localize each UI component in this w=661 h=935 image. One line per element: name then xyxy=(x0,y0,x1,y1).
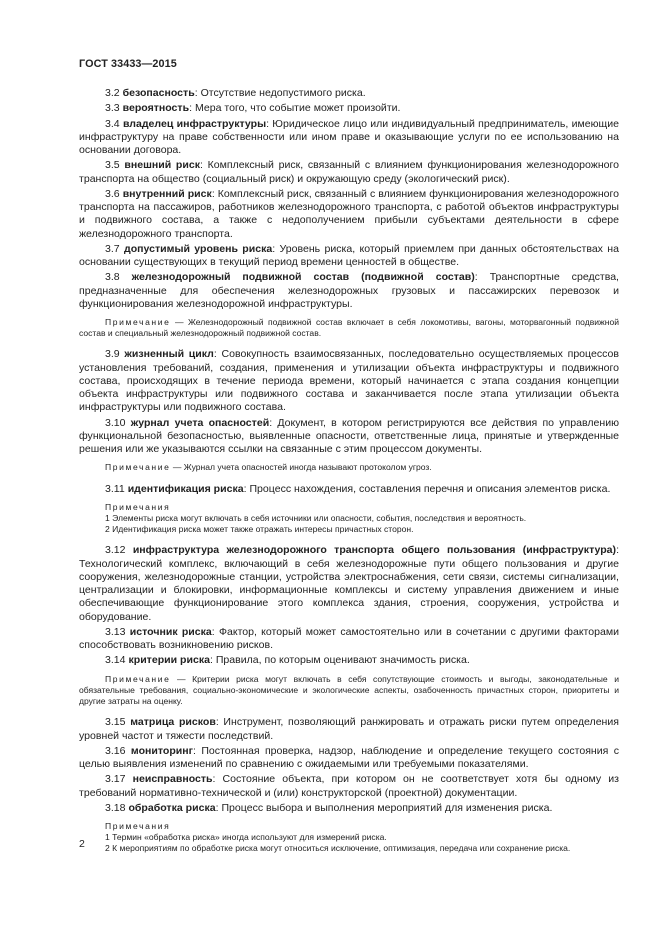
definition-number: 3.2 xyxy=(105,87,120,99)
definition-text: : Правила, по которым оценивают значимость риска. xyxy=(209,654,470,667)
note-heading: Примечания xyxy=(105,501,171,512)
definition-3-10 xyxy=(79,417,619,457)
note-text: Железнодорожный подвижной состав включает в себя локомотивы, вагоны, моторвагонный подвижной состав и специальный железнодорожный подвижной состав. xyxy=(79,317,619,339)
definition-term: неисправность xyxy=(132,773,213,786)
definition-number: 3.7 xyxy=(105,242,120,255)
definition-text: : Комплексный риск, связанный с влиянием функционирования железнодорожного транспорта на пассажиров, работников железнодорожного транспорта, с работой объектов инфраструктуры и подвижного состава, а также с недополучением прибыли субъектами деятельности в сфере железнодорожного транспорта. xyxy=(79,187,620,240)
definition-text: : Фактор, который может самостоятельно или в сочетании с другими факторами способствовать возникновению рисков. xyxy=(79,625,620,652)
note-separator: — xyxy=(170,673,193,684)
definition-number: 3.9 xyxy=(105,348,120,361)
definition-3-11 xyxy=(79,483,619,496)
note-paragraph xyxy=(79,462,619,473)
definition-3-15 xyxy=(79,716,619,743)
definition-text: : Состояние объекта, при котором он не соответствует хотя бы одному из требований нормативно-технической и (или) конструкторской (проектной) документации. xyxy=(79,773,619,799)
definition-3-13 xyxy=(79,626,619,653)
definition-text: : Процесс нахождения, составления перечня и описания элементов риска. xyxy=(243,482,611,495)
definition-term: железнодорожный подвижной состав (подвижной состав) xyxy=(131,271,475,284)
definition-term: критерии риска xyxy=(128,654,210,667)
note-separator: — xyxy=(170,462,184,473)
definition-number: 3.16 xyxy=(105,744,126,757)
definition-3-17 xyxy=(79,773,619,800)
note-item: 2 Идентификация риска может также отражать интересы причастных сторон. xyxy=(105,524,414,535)
notes-3-11 xyxy=(79,502,619,536)
definition-text: : Инструмент, позволяющий ранжировать и отражать риски путем определения уровней частот и тяжести последствий. xyxy=(79,716,619,742)
note-heading: Примечания xyxy=(105,821,171,832)
definition-3-9 xyxy=(79,348,619,414)
definition-term: внешний риск xyxy=(124,159,200,172)
definition-term: жизненный цикл xyxy=(124,348,214,361)
note-separator: — xyxy=(170,317,188,327)
note-text: Критерии риска могут включать в себя сопутствующие стоимость и выгоды, законодательные и обязательные требования, социально-экономические и экологические аспекты, озабоченность причастных сторон, приоритеты и другие затраты на оценку. xyxy=(79,673,619,707)
definition-text: : Мера того, что событие может произойти. xyxy=(189,102,401,115)
definition-text: : Процесс выбора и выполнения мероприятий для изменения риска. xyxy=(215,801,553,814)
definition-term: допустимый уровень риска xyxy=(124,242,273,255)
note-text: Журнал учета опасностей иногда называют протоколом угроз. xyxy=(183,462,432,473)
definition-term: безопасность xyxy=(122,87,195,99)
definition-3-14 xyxy=(79,654,619,667)
definition-text: : Технологический комплекс, включающий в себя железнодорожные пути общего пользования и другие сооружения, железнодорожные станции, устройства электроснабжения, сети связи, системы сигнализации, централизации и блокировки, информационные комплексы и систему управления движением и иные обеспечивающие функционирование этого комплекса здания, строения, сооружения, устройства и оборудование. xyxy=(79,544,619,623)
definition-text: : Юридическое лицо или индивидуальный предприниматель, имеющие инфраструктуру на праве собственности или ином праве и оказывающие услуги по ее использованию на основании договора. xyxy=(79,117,619,156)
definition-term: обработка риска xyxy=(128,801,216,814)
definition-number: 3.13 xyxy=(105,625,126,638)
definition-number: 3.18 xyxy=(105,801,126,814)
definition-number: 3.4 xyxy=(105,117,120,130)
note-item: 1 Элементы риска могут включать в себя источники или опасности, события, последствия и вероятность. xyxy=(105,513,527,524)
definition-text: : Совокупность взаимосвязанных, последовательно осуществляемых процессов установления требований, создания, применения и утилизации объекта инфраструктуры и подвижного состава, происходящих в течение периода времени, который начинается с этапа создания концепции объекта инфраструктуры или подвижного состава и заканчивается после этапа утилизации объекта инфраструктуры или подвижного состава. xyxy=(79,348,619,414)
definition-term: источник риска xyxy=(129,625,212,638)
page-number: 2 xyxy=(79,838,85,850)
definition-text: : Документ, в котором регистрируются все действия по управлению функциональной безопасностью, выявленные опасности, ответственные лица, принятые и утвержденные решения или же указываются ссылки на связанные с этим процессом документы. xyxy=(79,416,620,456)
definition-3-7 xyxy=(79,243,619,270)
definition-term: журнал учета опасностей xyxy=(130,416,270,429)
definition-term: матрица рисков xyxy=(130,716,216,729)
definition-text: : Отсутствие недопустимого риска. xyxy=(194,87,366,99)
definition-number: 3.17 xyxy=(105,773,126,786)
note-heading: Примечание xyxy=(105,317,171,327)
definition-number: 3.10 xyxy=(105,416,126,429)
document-body xyxy=(79,87,619,855)
definition-text: : Постоянная проверка, надзор, наблюдение и определение текущего состояния с целью выявления изменений по сравнению с ожидаемыми или требуемыми показателями. xyxy=(79,744,619,771)
definition-number: 3.12 xyxy=(105,544,126,557)
definition-number: 3.15 xyxy=(105,716,126,729)
definition-term: инфраструктура железнодорожного транспорта общего пользования (инфраструктура) xyxy=(132,544,617,557)
note-3-8 xyxy=(79,317,619,339)
definition-number: 3.6 xyxy=(105,187,120,200)
notes-3-18 xyxy=(79,821,619,855)
note-3-14 xyxy=(79,674,619,708)
note-item: 2 К мероприятиям по обработке риска могут относиться исключение, оптимизация, передача или сохранение риска. xyxy=(105,843,571,854)
definition-3-6 xyxy=(79,188,619,241)
definition-text: : Уровень риска, который приемлем при данных обстоятельствах на основании существующих в текущий период времени ценностей в обществе. xyxy=(79,242,619,268)
definition-term: внутренний риск xyxy=(122,187,212,200)
notes-heading-paragraph xyxy=(79,821,619,832)
definition-term: владелец инфраструктуры xyxy=(122,117,267,130)
definition-3-2 xyxy=(79,87,619,100)
note-heading: Примечание xyxy=(105,462,171,473)
definition-term: мониторинг xyxy=(130,744,194,757)
definition-3-16 xyxy=(79,745,619,772)
definition-text: : Комплексный риск, связанный с влиянием функционирования железнодорожного транспорта на общество (социальный риск) и окружающую среду (экологический риск). xyxy=(79,159,619,185)
definition-term: идентификация риска xyxy=(127,482,244,495)
notes-heading-paragraph xyxy=(79,502,619,513)
note-item: 1 Термин «обработка риска» иногда используют для измерений риска. xyxy=(105,832,387,843)
definition-number: 3.3 xyxy=(105,102,120,115)
definition-3-12 xyxy=(79,544,619,624)
definition-3-18 xyxy=(79,802,619,815)
definition-number: 3.14 xyxy=(105,654,126,667)
definition-3-4 xyxy=(79,118,619,158)
note-paragraph xyxy=(79,674,619,708)
note-paragraph xyxy=(79,317,619,339)
definition-term: вероятность xyxy=(122,102,190,115)
note-3-10 xyxy=(79,462,619,473)
note-heading: Примечание xyxy=(105,673,171,684)
document-header: ГОСТ 33433—2015 xyxy=(79,58,177,70)
definition-3-3 xyxy=(79,102,619,115)
definition-number: 3.5 xyxy=(105,159,120,172)
definition-3-8 xyxy=(79,271,619,311)
definition-number: 3.11 xyxy=(105,482,125,495)
definition-number: 3.8 xyxy=(105,271,120,284)
definition-text: : Транспортные средства, предназначенные для обеспечения железнодорожных грузовых и пассажирских перевозок и функционирования железнодорожной инфраструктуры. xyxy=(79,271,619,310)
definition-3-5 xyxy=(79,159,619,186)
